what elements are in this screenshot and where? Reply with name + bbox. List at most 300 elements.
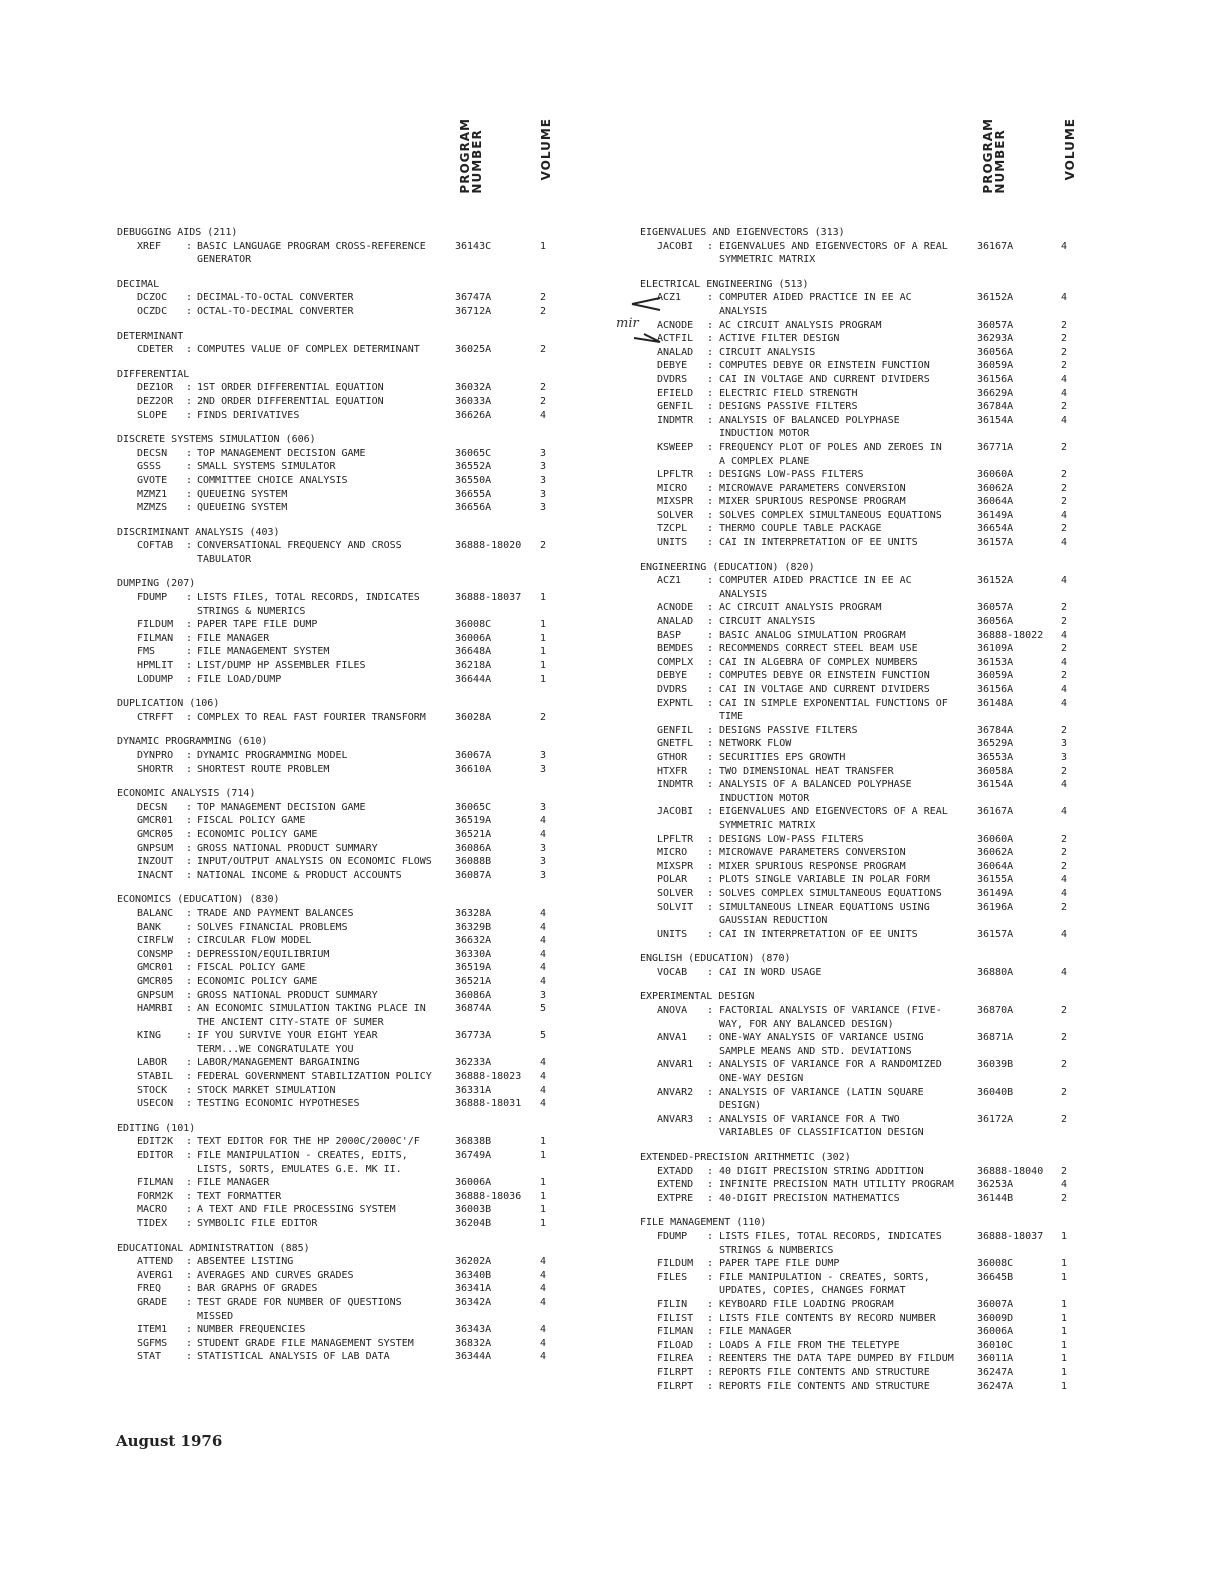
program-code: STAT [137,1351,162,1363]
program-description: DYNAMIC PROGRAMMING MODEL [197,750,348,761]
category-title: DUMPING (207) [117,578,196,590]
program-description: AC CIRCUIT ANALYSIS PROGRAM [719,319,882,331]
handwritten-arrows [630,290,666,350]
separator-colon: : [186,1150,193,1162]
program-entry-row [0,1217,600,1231]
separator-colon: : [707,240,714,252]
program-entry-row [612,697,1212,724]
separator-colon: : [186,619,193,631]
program-description: FILE MANAGER [197,632,270,644]
volume-number: 3 [1061,738,1068,750]
program-entry-row [612,319,1212,333]
category-title: ENGLISH (EDUCATION) (870) [640,953,791,965]
program-number: 36056A [977,346,1014,358]
separator-colon: : [186,540,193,552]
program-entry-row [612,1165,1212,1179]
program-code: UNITS [657,537,688,549]
program-entry-row [612,683,1212,697]
program-description: TRADE AND PAYMENT BALANCES [197,907,354,919]
program-description: TOP MANAGEMENT DECISION GAME [197,447,366,459]
program-entry-row [612,601,1212,615]
program-number: 36655A [455,488,492,500]
program-code: INDMTR [657,414,694,426]
program-entry-row [612,414,1212,441]
program-code: MIXSPR [657,860,694,872]
volume-number: 2 [540,344,547,356]
program-entry-row [612,1192,1212,1206]
separator-colon: : [707,575,714,587]
separator-colon: : [186,673,193,685]
program-code: HTXFR [657,765,688,777]
program-description: SYMMETRIC MATRIX [719,254,816,266]
program-entry-row [612,966,1212,980]
program-code: FILMAN [137,1177,174,1189]
category-section [0,697,600,724]
program-description: INFINITE PRECISION MATH UTILITY PROGRAM [719,1179,954,1191]
separator-colon: : [707,1059,714,1071]
separator-colon: : [707,602,714,614]
program-code: ANALAD [657,616,694,628]
program-number: 36656A [455,502,492,514]
volume-number: 4 [540,828,547,840]
program-number: 36196A [977,901,1014,913]
program-description: ECONOMIC POLICY GAME [197,975,318,987]
program-code: FMS [137,646,156,658]
program-description: ANALYSIS OF VARIANCE FOR A TWO [719,1113,900,1125]
program-description: SOLVES FINANCIAL PROBLEMS [197,921,348,933]
volume-number: 4 [540,1098,547,1110]
program-number: 36552A [455,461,492,473]
program-number: 36771A [977,441,1014,453]
volume-number: 3 [540,461,547,473]
program-description: ANALYSIS [719,588,768,600]
program-entry-row [0,763,600,777]
separator-colon: : [186,1218,193,1229]
category-section [0,330,600,357]
program-number: 36331A [455,1084,492,1096]
program-description: MIXER SPURIOUS RESPONSE PROGRAM [719,860,906,872]
program-number: 36550A [455,474,492,486]
volume-number: 1 [1061,1326,1068,1338]
volume-number: 4 [540,1324,547,1336]
category-title: DISCRETE SYSTEMS SIMULATION (606) [117,434,316,446]
program-entry-row [0,501,600,515]
category-section [0,1122,600,1231]
category-title: ELECTRICAL ENGINEERING (513) [640,278,809,290]
program-number: 36888-18037 [977,1230,1044,1242]
program-entry-row [612,873,1212,887]
category-section [0,787,600,882]
program-entry-row [612,1257,1212,1271]
program-code: FILDUM [137,619,174,631]
program-description: BAR GRAPHS OF GRADES [197,1283,318,1295]
program-entry-row [612,387,1212,401]
program-entry-row [612,629,1212,643]
volume-number: 1 [1061,1366,1068,1378]
separator-colon: : [186,1030,193,1042]
program-code: DCZOC [137,292,168,304]
program-entry-row [612,860,1212,874]
volume-number: 4 [540,815,547,827]
program-description: LABOR/MANAGEMENT BARGAINING [197,1057,360,1069]
program-code: EXTPRE [657,1192,694,1204]
category-title: EDITING (101) [117,1122,196,1134]
program-number: 36153A [977,656,1014,668]
program-code: GTHOR [657,751,688,763]
program-entry-row [0,1002,600,1029]
program-entry-row [0,240,600,267]
category-section [0,368,600,422]
program-entry-row [0,381,600,395]
program-entry-row [0,801,600,815]
program-code: DEBYE [657,360,688,372]
volume-number: 4 [540,921,547,933]
program-description: STOCK MARKET SIMULATION [197,1084,336,1096]
program-code: TIDEX [137,1218,168,1229]
program-code: UNITS [657,928,688,940]
volume-number: 2 [1061,1005,1068,1017]
program-entry-row [0,907,600,921]
program-number: 36148A [977,697,1014,709]
program-code: FILREA [657,1353,694,1365]
program-code: FREQ [137,1283,162,1295]
program-code: AVERG1 [137,1269,174,1281]
program-number: 36060A [977,469,1014,481]
program-description: FILE MANAGER [719,1326,792,1338]
program-description: 40-DIGIT PRECISION MATHEMATICS [719,1192,900,1204]
program-number: 36157A [977,928,1014,940]
program-code: KING [137,1030,162,1042]
separator-colon: : [707,874,714,886]
program-code: XREF [137,240,162,252]
program-number: 36610A [455,763,492,775]
program-code: DEZ1OR [137,382,174,394]
program-description: FILE MANAGEMENT SYSTEM [197,646,330,658]
volume-number: 2 [1061,901,1068,913]
program-description: FACTORIAL ANALYSIS OF VARIANCE (FIVE- [719,1005,942,1017]
separator-colon: : [186,488,193,500]
program-description: CIRCUIT ANALYSIS [719,616,816,628]
category-section [0,526,600,567]
separator-colon: : [707,847,714,859]
program-code: INZOUT [137,856,174,868]
volume-number: 2 [1061,602,1068,614]
program-description: INPUT/OUTPUT ANALYSIS ON ECONOMIC FLOWS [197,856,432,868]
program-code: BANK [137,921,162,933]
program-description: TIME [719,711,744,723]
program-description: VARIABLES OF CLASSIFICATION DESIGN [719,1127,924,1139]
program-description: LISTS FILE CONTENTS BY RECORD NUMBER [719,1312,936,1324]
program-description: SOLVES COMPLEX SIMULTANEOUS EQUATIONS [719,509,942,521]
volume-number: 4 [540,1057,547,1069]
program-code: FORM2K [137,1190,174,1202]
program-entry-row [612,805,1212,832]
program-entry-row [0,291,600,305]
program-number: 36088B [455,856,492,868]
program-code: ACZ1 [657,575,682,587]
program-code: ITEM1 [137,1324,168,1336]
program-description: SOLVES COMPLEX SIMULTANEOUS EQUATIONS [719,887,942,899]
volume-number: 4 [1061,509,1068,521]
program-description: MIXER SPURIOUS RESPONSE PROGRAM [719,496,906,508]
separator-colon: : [186,921,193,933]
volume-number: 2 [540,540,547,552]
separator-colon: : [186,1283,193,1295]
volume-number: 4 [1061,928,1068,940]
volume-number: 1 [540,660,547,672]
program-entry-row [0,343,600,357]
program-entry-row [612,1113,1212,1140]
program-code: FILMAN [657,1326,694,1338]
volume-number: 2 [1061,724,1068,736]
program-description: FILE MANIPULATION - CREATES, EDITS, [197,1150,408,1162]
category-title: FILE MANAGEMENT (110) [640,1217,767,1229]
program-entry-row [0,632,600,646]
program-code: FILRPT [657,1380,694,1392]
category-section [0,226,600,267]
volume-number: 1 [540,1177,547,1189]
separator-colon: : [186,1256,193,1268]
program-entry-row [612,291,1212,318]
separator-colon: : [707,1366,714,1378]
separator-colon: : [186,763,193,775]
program-entry-row [612,1352,1212,1366]
program-number: 36233A [455,1057,492,1069]
program-code: COMPLX [657,656,694,668]
separator-colon: : [707,1312,714,1324]
volume-number: 1 [1061,1339,1068,1351]
category-title: DEBUGGING AIDS (211) [117,227,238,238]
volume-number: 2 [1061,360,1068,372]
program-code: LPFLTR [657,469,694,481]
volume-number: 1 [540,1136,547,1148]
separator-colon: : [186,842,193,854]
separator-colon: : [186,474,193,486]
program-description: LISTS FILES, TOTAL RECORDS, INDICATES [719,1230,942,1242]
program-entry-row [0,591,600,618]
volume-number: 4 [540,409,547,421]
program-number: 36521A [455,828,492,840]
program-description: ACTIVE FILTER DESIGN [719,333,840,345]
program-entry-row [0,1255,600,1269]
separator-colon: : [186,1324,193,1336]
volume-number: 4 [1061,887,1068,899]
program-description: UPDATES, COPIES, CHANGES FORMAT [719,1285,906,1297]
program-description: COMPUTER AIDED PRACTICE IN EE AC [719,575,912,587]
program-description: GROSS NATIONAL PRODUCT SUMMARY [197,989,378,1001]
program-description: GENERATOR [197,254,252,266]
program-code: GENFIL [657,724,694,736]
program-description: LISTS FILES, TOTAL RECORDS, INDICATES [197,592,420,604]
program-number: 36342A [455,1296,492,1308]
program-code: MACRO [137,1204,168,1216]
program-entry-row [0,645,600,659]
category-section [612,278,1212,550]
program-number: 36007A [977,1298,1014,1310]
separator-colon: : [186,1177,193,1189]
program-entry-row [612,656,1212,670]
volume-number: 2 [1061,765,1068,777]
program-code: DEBYE [657,670,688,682]
separator-colon: : [707,860,714,872]
program-code: GMCR05 [137,975,174,987]
program-entry-row [0,1029,600,1056]
program-description: TWO DIMENSIONAL HEAT TRANSFER [719,765,894,777]
program-entry-row [612,359,1212,373]
separator-colon: : [707,966,714,978]
program-description: ELECTRIC FIELD STRENGTH [719,387,858,399]
program-number: 36553A [977,751,1014,763]
program-description: COMPUTES DEBYE OR EINSTEIN FUNCTION [719,360,930,372]
category-title: EXPERIMENTAL DESIGN [640,991,755,1003]
program-entry-row [612,468,1212,482]
program-description: SECURITIES EPS GROWTH [719,751,846,763]
category-title: DYNAMIC PROGRAMMING (610) [117,736,268,748]
separator-colon: : [186,1084,193,1096]
program-entry-row [0,474,600,488]
program-description: LISTS, SORTS, EMULATES G.E. MK II. [197,1163,402,1175]
program-number: 36218A [455,660,492,672]
program-description: ANALYSIS OF BALANCED POLYPHASE [719,414,900,426]
program-code: FILOAD [657,1339,694,1351]
volume-number: 4 [540,1256,547,1268]
program-entry-row [612,642,1212,656]
program-description: STRINGS & NUMERICS [197,605,306,617]
program-number: 36749A [455,1150,492,1162]
separator-colon: : [186,1204,193,1216]
program-description: TEXT EDITOR FOR THE HP 2000C/2000C'/F [197,1136,420,1148]
program-number: 36143C [455,240,492,252]
program-code: SLOPE [137,409,168,421]
left-column [0,0,600,1584]
separator-colon: : [186,1351,193,1363]
program-code: ACNODE [657,319,694,331]
program-number: 36773A [455,1030,492,1042]
program-description: FEDERAL GOVERNMENT STABILIZATION POLICY [197,1071,432,1083]
program-description: DESIGN) [719,1100,762,1112]
program-description: SYMBOLIC FILE EDITOR [197,1218,318,1229]
program-description: DESIGNS LOW-PASS FILTERS [719,833,864,845]
volume-number: 1 [540,619,547,631]
program-code: SOLVER [657,887,694,899]
program-entry-row [612,737,1212,751]
program-code: GSSS [137,461,162,473]
category-title: EXTENDED-PRECISION ARITHMETIC (302) [640,1152,851,1163]
program-number: 36059A [977,670,1014,682]
separator-colon: : [186,1057,193,1069]
program-description: EIGENVALUES AND EIGENVECTORS OF A REAL [719,806,948,818]
program-code: HAMRBI [137,1003,174,1015]
program-code: GVOTE [137,474,168,486]
program-entry-row [612,887,1212,901]
separator-colon: : [707,482,714,494]
program-code: ACTFIL [657,333,694,345]
program-description: OCTAL-TO-DECIMAL CONVERTER [197,305,354,317]
program-number: 36167A [977,240,1014,252]
program-code: GNPSUM [137,842,174,854]
program-description: LOADS A FILE FROM THE TELETYPE [719,1339,900,1351]
program-code: MIXSPR [657,496,694,508]
program-number: 36149A [977,887,1014,899]
program-entry-row [0,409,600,423]
program-description: REENTERS THE DATA TAPE DUMPED BY FILDUM [719,1353,954,1365]
program-entry-row [0,975,600,989]
category-section [612,226,1212,267]
program-code: ANVA1 [657,1032,688,1044]
program-number: 36144B [977,1192,1014,1204]
program-code: MICRO [657,482,688,494]
separator-colon: : [186,828,193,840]
volume-number: 4 [1061,697,1068,709]
program-code: USECON [137,1098,174,1110]
separator-colon: : [707,697,714,709]
program-code: FILMAN [137,632,174,644]
program-description: FINDS DERIVATIVES [197,409,300,421]
program-number: 36871A [977,1032,1014,1044]
program-description: GROSS NATIONAL PRODUCT SUMMARY [197,842,378,854]
program-code: COFTAB [137,540,174,552]
program-number: 36247A [977,1380,1014,1392]
volume-number: 1 [540,1218,547,1229]
program-number: 36003B [455,1204,492,1216]
program-code: INACNT [137,869,174,881]
program-code: FILDUM [657,1258,694,1270]
program-number: 36157A [977,537,1014,549]
program-entry-row [612,373,1212,387]
program-description: AC CIRCUIT ANALYSIS PROGRAM [719,602,882,614]
volume-number: 2 [1061,1059,1068,1071]
separator-colon: : [707,360,714,372]
separator-colon: : [186,1071,193,1083]
program-description: ONE-WAY ANALYSIS OF VARIANCE USING [719,1032,924,1044]
program-entry-row [612,928,1212,942]
program-description: SAMPLE MEANS AND STD. DEVIATIONS [719,1045,912,1057]
program-description: STATISTICAL ANALYSIS OF LAB DATA [197,1351,390,1363]
program-number: 36888-18040 [977,1165,1044,1177]
category-title: EDUCATIONAL ADMINISTRATION (885) [117,1242,310,1254]
program-description: SHORTEST ROUTE PROBLEM [197,763,330,775]
volume-number: 2 [1061,847,1068,859]
volume-number: 4 [1061,414,1068,426]
program-entry-row [612,1271,1212,1298]
separator-colon: : [707,806,714,818]
category-section [612,1216,1212,1393]
program-description: DECIMAL-TO-OCTAL CONVERTER [197,292,354,304]
program-entry-row [612,1298,1212,1312]
separator-colon: : [186,461,193,473]
program-number: 36011A [977,1353,1014,1365]
volume-number: 4 [540,1283,547,1295]
program-entry-row [612,846,1212,860]
program-code: SHORTR [137,763,174,775]
volume-number: 4 [1061,806,1068,818]
program-entry-row [612,1380,1212,1394]
separator-colon: : [707,414,714,426]
volume-number: 4 [540,1269,547,1281]
program-number: 36832A [455,1337,492,1349]
program-code: KSWEEP [657,441,694,453]
program-number-header: PROGRAM NUMBER [981,118,1007,194]
program-number: 36058A [977,765,1014,777]
program-description: CAI IN WORD USAGE [719,966,822,978]
program-number: 36888-18020 [455,540,522,552]
volume-number: 4 [540,1337,547,1349]
program-entry-row [612,1058,1212,1085]
program-number: 36155A [977,874,1014,886]
program-number: 36109A [977,643,1014,655]
program-entry-row [0,395,600,409]
program-description: 1ST ORDER DIFFERENTIAL EQUATION [197,382,384,394]
